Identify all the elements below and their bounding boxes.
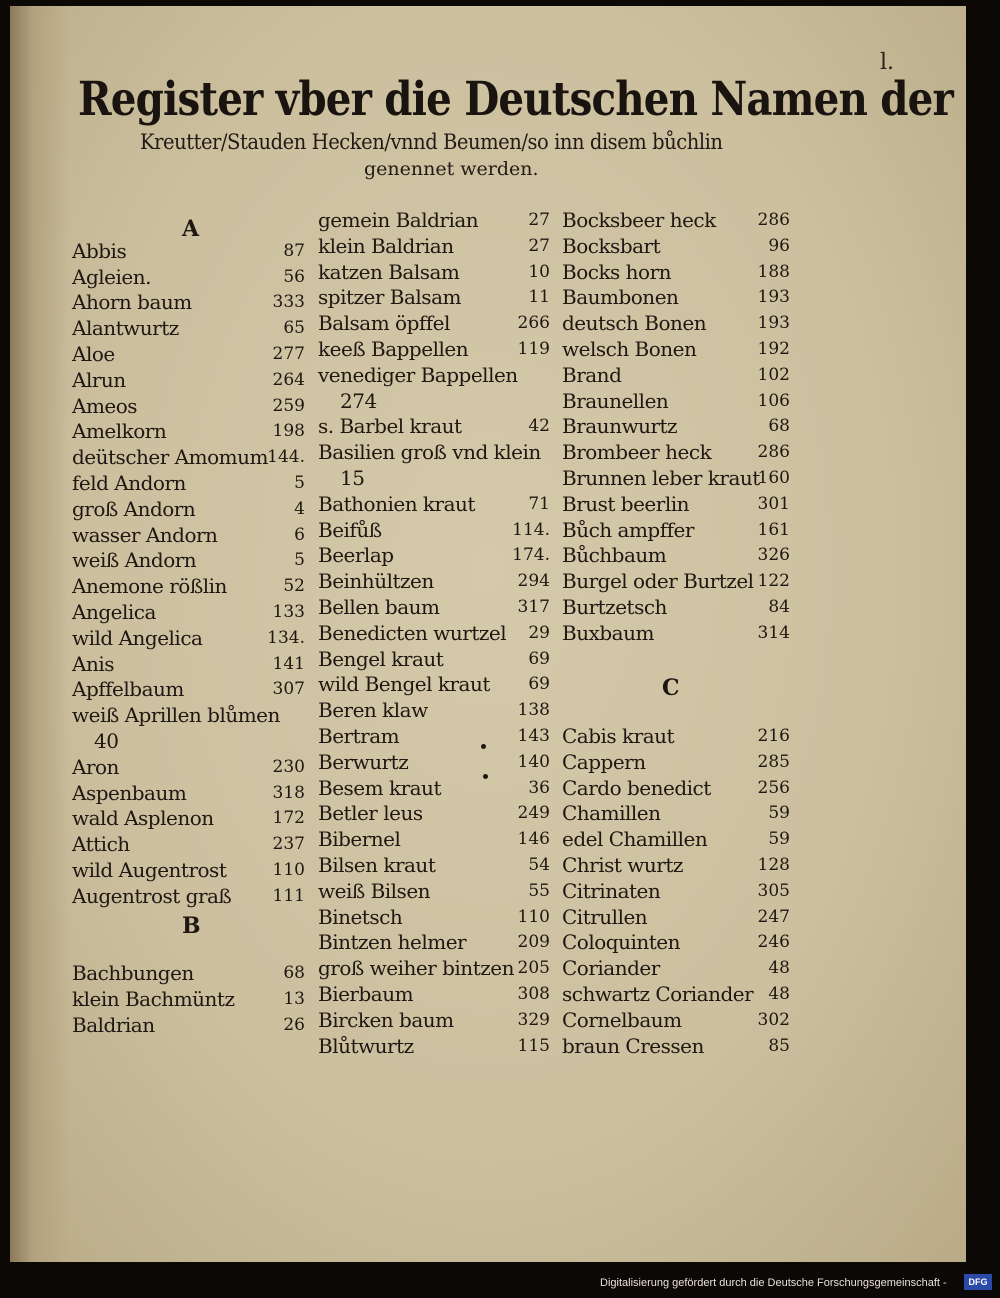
- entry-page-number: 119: [517, 339, 550, 359]
- entry-page-number: 27: [528, 210, 550, 230]
- entry-page-number: 144.: [267, 447, 305, 468]
- entry-page-number: 286: [757, 442, 790, 463]
- entry-name: Bocksbeer heck: [562, 208, 716, 232]
- entry-page-number: 193: [757, 313, 790, 334]
- register-entry: [318, 620, 550, 646]
- entry-page-number: 294: [517, 571, 550, 592]
- entry-page-number: 54: [528, 855, 550, 875]
- register-entry: [562, 749, 790, 775]
- entry-name: deütscher Amomum: [72, 445, 268, 470]
- entry-name: braun Cressen: [562, 1033, 704, 1058]
- entry-name: spitzer Balsam: [318, 285, 461, 310]
- entry-page-number: 317: [517, 597, 550, 617]
- entry-page-number: 286: [757, 210, 790, 230]
- entry-page-number: 36: [528, 777, 550, 798]
- entry-page-number: 29: [528, 622, 550, 643]
- ink-dot: [481, 744, 486, 749]
- register-entry: [562, 336, 790, 362]
- register-entry: [318, 723, 550, 749]
- entry-page-number: 48: [768, 984, 790, 1004]
- register-entry: [562, 723, 790, 749]
- entry-name: wald Asplenon: [72, 806, 214, 831]
- register-entry: [72, 651, 305, 677]
- entry-name: Beinhültzen: [318, 569, 434, 594]
- entry-name: Baldrian: [72, 1013, 155, 1037]
- register-entry: [318, 800, 550, 826]
- entry-name: Buxbaum: [562, 620, 654, 645]
- entry-page-number: 110: [272, 860, 305, 880]
- register-entry: [562, 439, 790, 465]
- entry-name: Benedicten wurtzel: [318, 620, 507, 645]
- entry-page-number: 266: [517, 313, 550, 334]
- entry-page-number: 172: [272, 808, 305, 829]
- entry-page-number: 302: [757, 1009, 790, 1030]
- register-entry: [318, 775, 550, 801]
- register-entry: [318, 929, 550, 955]
- register-entry: [562, 207, 790, 233]
- register-entry: [72, 599, 305, 625]
- entry-name: Bellen baum: [318, 595, 440, 619]
- entry-name: Bertram: [318, 724, 400, 748]
- entry-page-number: 52: [283, 576, 305, 597]
- register-entry: [562, 388, 790, 414]
- register-entry: [318, 1007, 550, 1033]
- entry-name: Besem kraut: [318, 775, 441, 800]
- entry-name: Bachbungen: [72, 961, 194, 986]
- entry-page-number: 69: [528, 674, 550, 695]
- entry-page-number: 146: [517, 829, 550, 850]
- entry-name: Burtzetsch: [562, 595, 667, 619]
- entry-name: Bocks horn: [562, 259, 672, 284]
- register-entry: [72, 831, 305, 857]
- entry-name: Amelkorn: [72, 419, 167, 444]
- entry-name: Baumbonen: [562, 285, 679, 310]
- entry-page-number: 285: [757, 751, 790, 772]
- entry-page-number: 111: [272, 885, 305, 906]
- entry-page-number: 65: [283, 318, 305, 339]
- entry-name: Citrinaten: [562, 878, 661, 903]
- register-entry: [562, 517, 790, 543]
- register-entry: [72, 676, 305, 702]
- register-entry: [562, 542, 790, 568]
- entry-page-number: 48: [768, 958, 790, 979]
- entry-name: Burgel oder Burtzel: [562, 569, 754, 594]
- entry-page-number: 305: [757, 880, 790, 901]
- entry-name: Bilsen kraut: [318, 853, 436, 877]
- entry-page-number: 188: [757, 261, 790, 282]
- entry-page-number: 106: [757, 390, 790, 411]
- entry-page-number: 55: [528, 880, 550, 901]
- entry-page-number: 110: [517, 906, 550, 927]
- register-entry: [562, 568, 790, 594]
- entry-name: Bocksbart: [562, 233, 661, 258]
- register-entry: [72, 418, 305, 444]
- entry-page-number: 314: [757, 622, 790, 643]
- entry-name: Aloe: [72, 342, 115, 366]
- ink-dot: [483, 774, 488, 779]
- register-entry: [562, 904, 790, 930]
- register-entry: [72, 496, 305, 522]
- register-entry: [72, 625, 305, 651]
- entry-name: Christ wurtz: [562, 853, 683, 877]
- entry-name: Bengel kraut: [318, 646, 444, 671]
- entry-page-number: 237: [272, 834, 305, 855]
- register-entry: [72, 883, 305, 909]
- register-entry: [72, 960, 305, 986]
- register-entry: [562, 800, 790, 826]
- entry-page-number: 193: [757, 287, 790, 308]
- register-entry: [318, 413, 550, 439]
- entry-name: 274: [340, 388, 377, 413]
- entry-page-number: 68: [283, 963, 305, 984]
- entry-page-number: 277: [272, 344, 305, 364]
- entry-page-number: 205: [517, 958, 550, 979]
- entry-name: welsch Bonen: [562, 337, 697, 361]
- register-entry: [72, 289, 305, 315]
- entry-page-number: 5: [294, 550, 305, 571]
- entry-name: Brand: [562, 362, 622, 387]
- register-entry: [318, 904, 550, 930]
- entry-name: feld Andorn: [72, 471, 186, 495]
- register-entry: [562, 362, 790, 388]
- entry-name: groß Andorn: [72, 496, 196, 521]
- entry-page-number: 4: [294, 498, 305, 519]
- entry-name: Citrullen: [562, 904, 648, 929]
- register-entry: [318, 697, 550, 723]
- entry-name: wasser Andorn: [72, 522, 218, 547]
- entry-name: Ahorn baum: [72, 290, 192, 315]
- register-entry: [318, 362, 550, 388]
- register-entry: [562, 1033, 790, 1059]
- entry-name: weiß Aprillen blůmen: [72, 703, 280, 728]
- entry-name: Coriander: [562, 956, 660, 981]
- entry-name: Aspenbaum: [72, 780, 187, 805]
- dfg-logo-icon: DFG: [964, 1274, 992, 1290]
- register-entry: [72, 857, 305, 883]
- entry-page-number: 71: [528, 493, 550, 514]
- entry-page-number: 69: [528, 648, 550, 669]
- register-entry: [72, 986, 305, 1012]
- letter-header: A: [182, 216, 200, 242]
- entry-page-number: 59: [768, 803, 790, 824]
- entry-page-number: 174.: [512, 545, 550, 566]
- entry-name: Agleien.: [72, 264, 151, 289]
- entry-page-number: 134.: [267, 627, 305, 648]
- entry-name: Cabis kraut: [562, 724, 675, 748]
- entry-name: wild Augentrost: [72, 858, 227, 882]
- entry-page-number: 85: [768, 1035, 790, 1056]
- register-entry: [562, 491, 790, 517]
- register-entry: [72, 444, 305, 470]
- entry-name: Bůch ampffer: [562, 517, 694, 542]
- entry-name: Cornelbaum: [562, 1007, 682, 1032]
- register-entry: [318, 207, 550, 233]
- entry-name: Basilien groß vnd klein: [318, 440, 541, 465]
- entry-page-number: 115: [517, 1035, 550, 1056]
- register-entry: [318, 388, 550, 414]
- entry-name: wild Angelica: [72, 625, 203, 650]
- entry-page-number: 11: [528, 287, 550, 308]
- entry-name: klein Baldrian: [318, 233, 454, 258]
- page-subtitle-line1: Kreutter/Stauden Hecken/vnnd Beumen/so inn disem bůchlin: [140, 130, 723, 154]
- entry-page-number: 216: [757, 726, 790, 746]
- entry-name: Abbis: [72, 238, 127, 263]
- entry-page-number: 160: [757, 468, 790, 488]
- entry-name: wild Bengel kraut: [318, 672, 490, 697]
- entry-name: Anemone rößlin: [72, 574, 227, 599]
- entry-name: keeß Bappellen: [318, 337, 469, 361]
- register-entry: [562, 929, 790, 955]
- entry-name: Balsam öpffel: [318, 311, 450, 336]
- register-entry: [72, 780, 305, 806]
- entry-name: edel Chamillen: [562, 827, 708, 852]
- entry-name: s. Barbel kraut: [318, 414, 462, 439]
- entry-page-number: 301: [757, 493, 790, 514]
- entry-page-number: 246: [757, 932, 790, 953]
- entry-name: Aron: [72, 754, 119, 779]
- register-entry: [318, 826, 550, 852]
- register-entry: [562, 284, 790, 310]
- entry-page-number: 138: [517, 700, 550, 721]
- entry-name: venediger Bappellen: [318, 362, 518, 387]
- register-entry: [318, 955, 550, 981]
- entry-name: Bintzen helmer: [318, 930, 467, 955]
- register-entry: [562, 826, 790, 852]
- entry-page-number: 133: [272, 602, 305, 622]
- entry-page-number: 102: [757, 364, 790, 385]
- entry-page-number: 87: [283, 240, 305, 261]
- entry-name: Bierbaum: [318, 982, 414, 1006]
- entry-page-number: 56: [283, 266, 305, 287]
- entry-page-number: 141: [272, 653, 305, 674]
- entry-name: Brunnen leber kraut: [562, 466, 760, 490]
- entry-page-number: 326: [757, 545, 790, 566]
- entry-name: Beerlap: [318, 543, 394, 568]
- register-entry: [318, 491, 550, 517]
- entry-page-number: 26: [283, 1015, 305, 1035]
- register-entry: [318, 310, 550, 336]
- entry-name: weiß Bilsen: [318, 878, 431, 903]
- letter-header: B: [182, 912, 201, 939]
- register-entry: [318, 517, 550, 543]
- register-entry: [72, 367, 305, 393]
- register-entry: [72, 341, 305, 367]
- entry-name: Blůtwurtz: [318, 1033, 414, 1058]
- register-entry: [318, 594, 550, 620]
- page-gutter-shadow: [10, 6, 70, 1262]
- entry-name: Berwurtz: [318, 749, 409, 774]
- entry-name: Beifůß: [318, 517, 382, 542]
- entry-name: Brust beerlin: [562, 491, 690, 516]
- entry-page-number: 6: [294, 524, 305, 545]
- register-entry: [562, 955, 790, 981]
- entry-page-number: 249: [517, 803, 550, 824]
- entry-name: Angelica: [72, 600, 156, 624]
- register-entry: [318, 233, 550, 259]
- entry-page-number: 140: [517, 751, 550, 772]
- register-entry: [318, 878, 550, 904]
- entry-name: Binetsch: [318, 904, 403, 929]
- entry-page-number: 308: [517, 984, 550, 1004]
- register-entry: [318, 439, 550, 465]
- footer-credit: Digitalisierung gefördert durch die Deutsche Forschungsgemeinschaft -: [600, 1277, 947, 1289]
- entry-name: Bůchbaum: [562, 543, 667, 568]
- entry-name: weiß Andorn: [72, 548, 197, 573]
- entry-name: Anis: [72, 651, 114, 676]
- register-entry: [562, 594, 790, 620]
- entry-page-number: 247: [757, 906, 790, 927]
- register-entry: [562, 981, 790, 1007]
- letter-header: C: [662, 675, 680, 702]
- entry-name: Ameos: [72, 393, 138, 418]
- entry-name: Chamillen: [562, 801, 661, 826]
- page-title: Register vber die Deutschen Namen der: [78, 72, 953, 127]
- register-entry: [72, 1012, 305, 1038]
- register-entry: [562, 775, 790, 801]
- register-entry: [562, 310, 790, 336]
- entry-page-number: 264: [272, 369, 305, 390]
- entry-name: katzen Balsam: [318, 259, 460, 284]
- entry-page-number: 122: [757, 571, 790, 592]
- entry-page-number: 114.: [512, 519, 550, 540]
- entry-page-number: 84: [768, 597, 790, 617]
- register-entry: [72, 393, 305, 419]
- register-entry: [318, 542, 550, 568]
- entry-page-number: 230: [272, 756, 305, 777]
- register-entry: [72, 805, 305, 831]
- register-entry: [318, 259, 550, 285]
- register-entry: [318, 1033, 550, 1059]
- register-entry: [562, 1007, 790, 1033]
- entry-page-number: 307: [272, 679, 305, 700]
- entry-name: deutsch Bonen: [562, 311, 707, 336]
- entry-name: 15: [340, 466, 365, 490]
- entry-page-number: 259: [272, 395, 305, 416]
- register-entry: [318, 981, 550, 1007]
- entry-page-number: 128: [757, 855, 790, 875]
- entry-name: Alrun: [72, 367, 126, 392]
- entry-name: Cardo benedict: [562, 775, 711, 800]
- register-entry: [318, 852, 550, 878]
- entry-name: Brombeer heck: [562, 440, 712, 465]
- register-entry: [72, 470, 305, 496]
- entry-name: Augentrost graß: [72, 883, 232, 908]
- register-entry: [318, 671, 550, 697]
- entry-page-number: 256: [757, 777, 790, 798]
- entry-name: Betler leus: [318, 801, 423, 826]
- entry-page-number: 27: [528, 235, 550, 256]
- register-entry: [562, 620, 790, 646]
- register-entry: [318, 646, 550, 672]
- entry-page-number: 59: [768, 829, 790, 850]
- entry-page-number: 143: [517, 726, 550, 746]
- entry-name: gemein Baldrian: [318, 208, 479, 232]
- register-entry: [318, 336, 550, 362]
- register-entry: [318, 568, 550, 594]
- entry-name: Braunellen: [562, 388, 669, 413]
- entry-name: Bibernel: [318, 827, 401, 852]
- entry-page-number: 333: [272, 292, 305, 313]
- entry-page-number: 96: [768, 235, 790, 256]
- register-entry: [72, 238, 305, 264]
- entry-page-number: 10: [528, 261, 550, 282]
- register-entry: [562, 852, 790, 878]
- register-entry: [318, 284, 550, 310]
- corner-mark: l.: [880, 50, 895, 75]
- register-entry: [562, 259, 790, 285]
- entry-name: schwartz Coriander: [562, 982, 754, 1006]
- entry-page-number: 192: [757, 339, 790, 359]
- entry-name: Attich: [72, 832, 130, 857]
- register-entry: [72, 547, 305, 573]
- entry-page-number: 42: [528, 416, 550, 437]
- register-entry: [562, 233, 790, 259]
- register-entry: [72, 522, 305, 548]
- entry-page-number: 209: [517, 932, 550, 953]
- entry-page-number: 198: [272, 421, 305, 442]
- register-entry: [318, 465, 550, 491]
- entry-page-number: 5: [294, 473, 305, 493]
- register-entry: [318, 749, 550, 775]
- register-entry: [562, 413, 790, 439]
- register-entry: [72, 702, 305, 728]
- register-entry: [72, 573, 305, 599]
- entry-name: Coloquinten: [562, 930, 680, 955]
- entry-name: klein Bachmüntz: [72, 987, 235, 1012]
- entry-page-number: 318: [272, 782, 305, 803]
- register-entry: [562, 465, 790, 491]
- register-entry: [72, 315, 305, 341]
- entry-page-number: 161: [757, 519, 790, 540]
- register-entry: [562, 878, 790, 904]
- register-entry: [72, 754, 305, 780]
- entry-name: Beren klaw: [318, 698, 428, 723]
- entry-name: Braunwurtz: [562, 414, 678, 439]
- entry-page-number: 13: [283, 989, 305, 1010]
- entry-name: Bathonien kraut: [318, 491, 475, 516]
- entry-name: Bircken baum: [318, 1007, 454, 1032]
- entry-name: groß weiher bintzen: [318, 956, 514, 981]
- page-subtitle-line2: genennet werden.: [364, 158, 539, 180]
- entry-name: Cappern: [562, 749, 646, 774]
- register-entry: [72, 264, 305, 290]
- entry-page-number: 329: [517, 1009, 550, 1030]
- entry-page-number: 68: [768, 416, 790, 437]
- register-entry: [72, 728, 305, 754]
- entry-name: Alantwurtz: [72, 316, 179, 341]
- entry-name: Apffelbaum: [72, 677, 184, 702]
- entry-name: 40: [94, 729, 119, 753]
